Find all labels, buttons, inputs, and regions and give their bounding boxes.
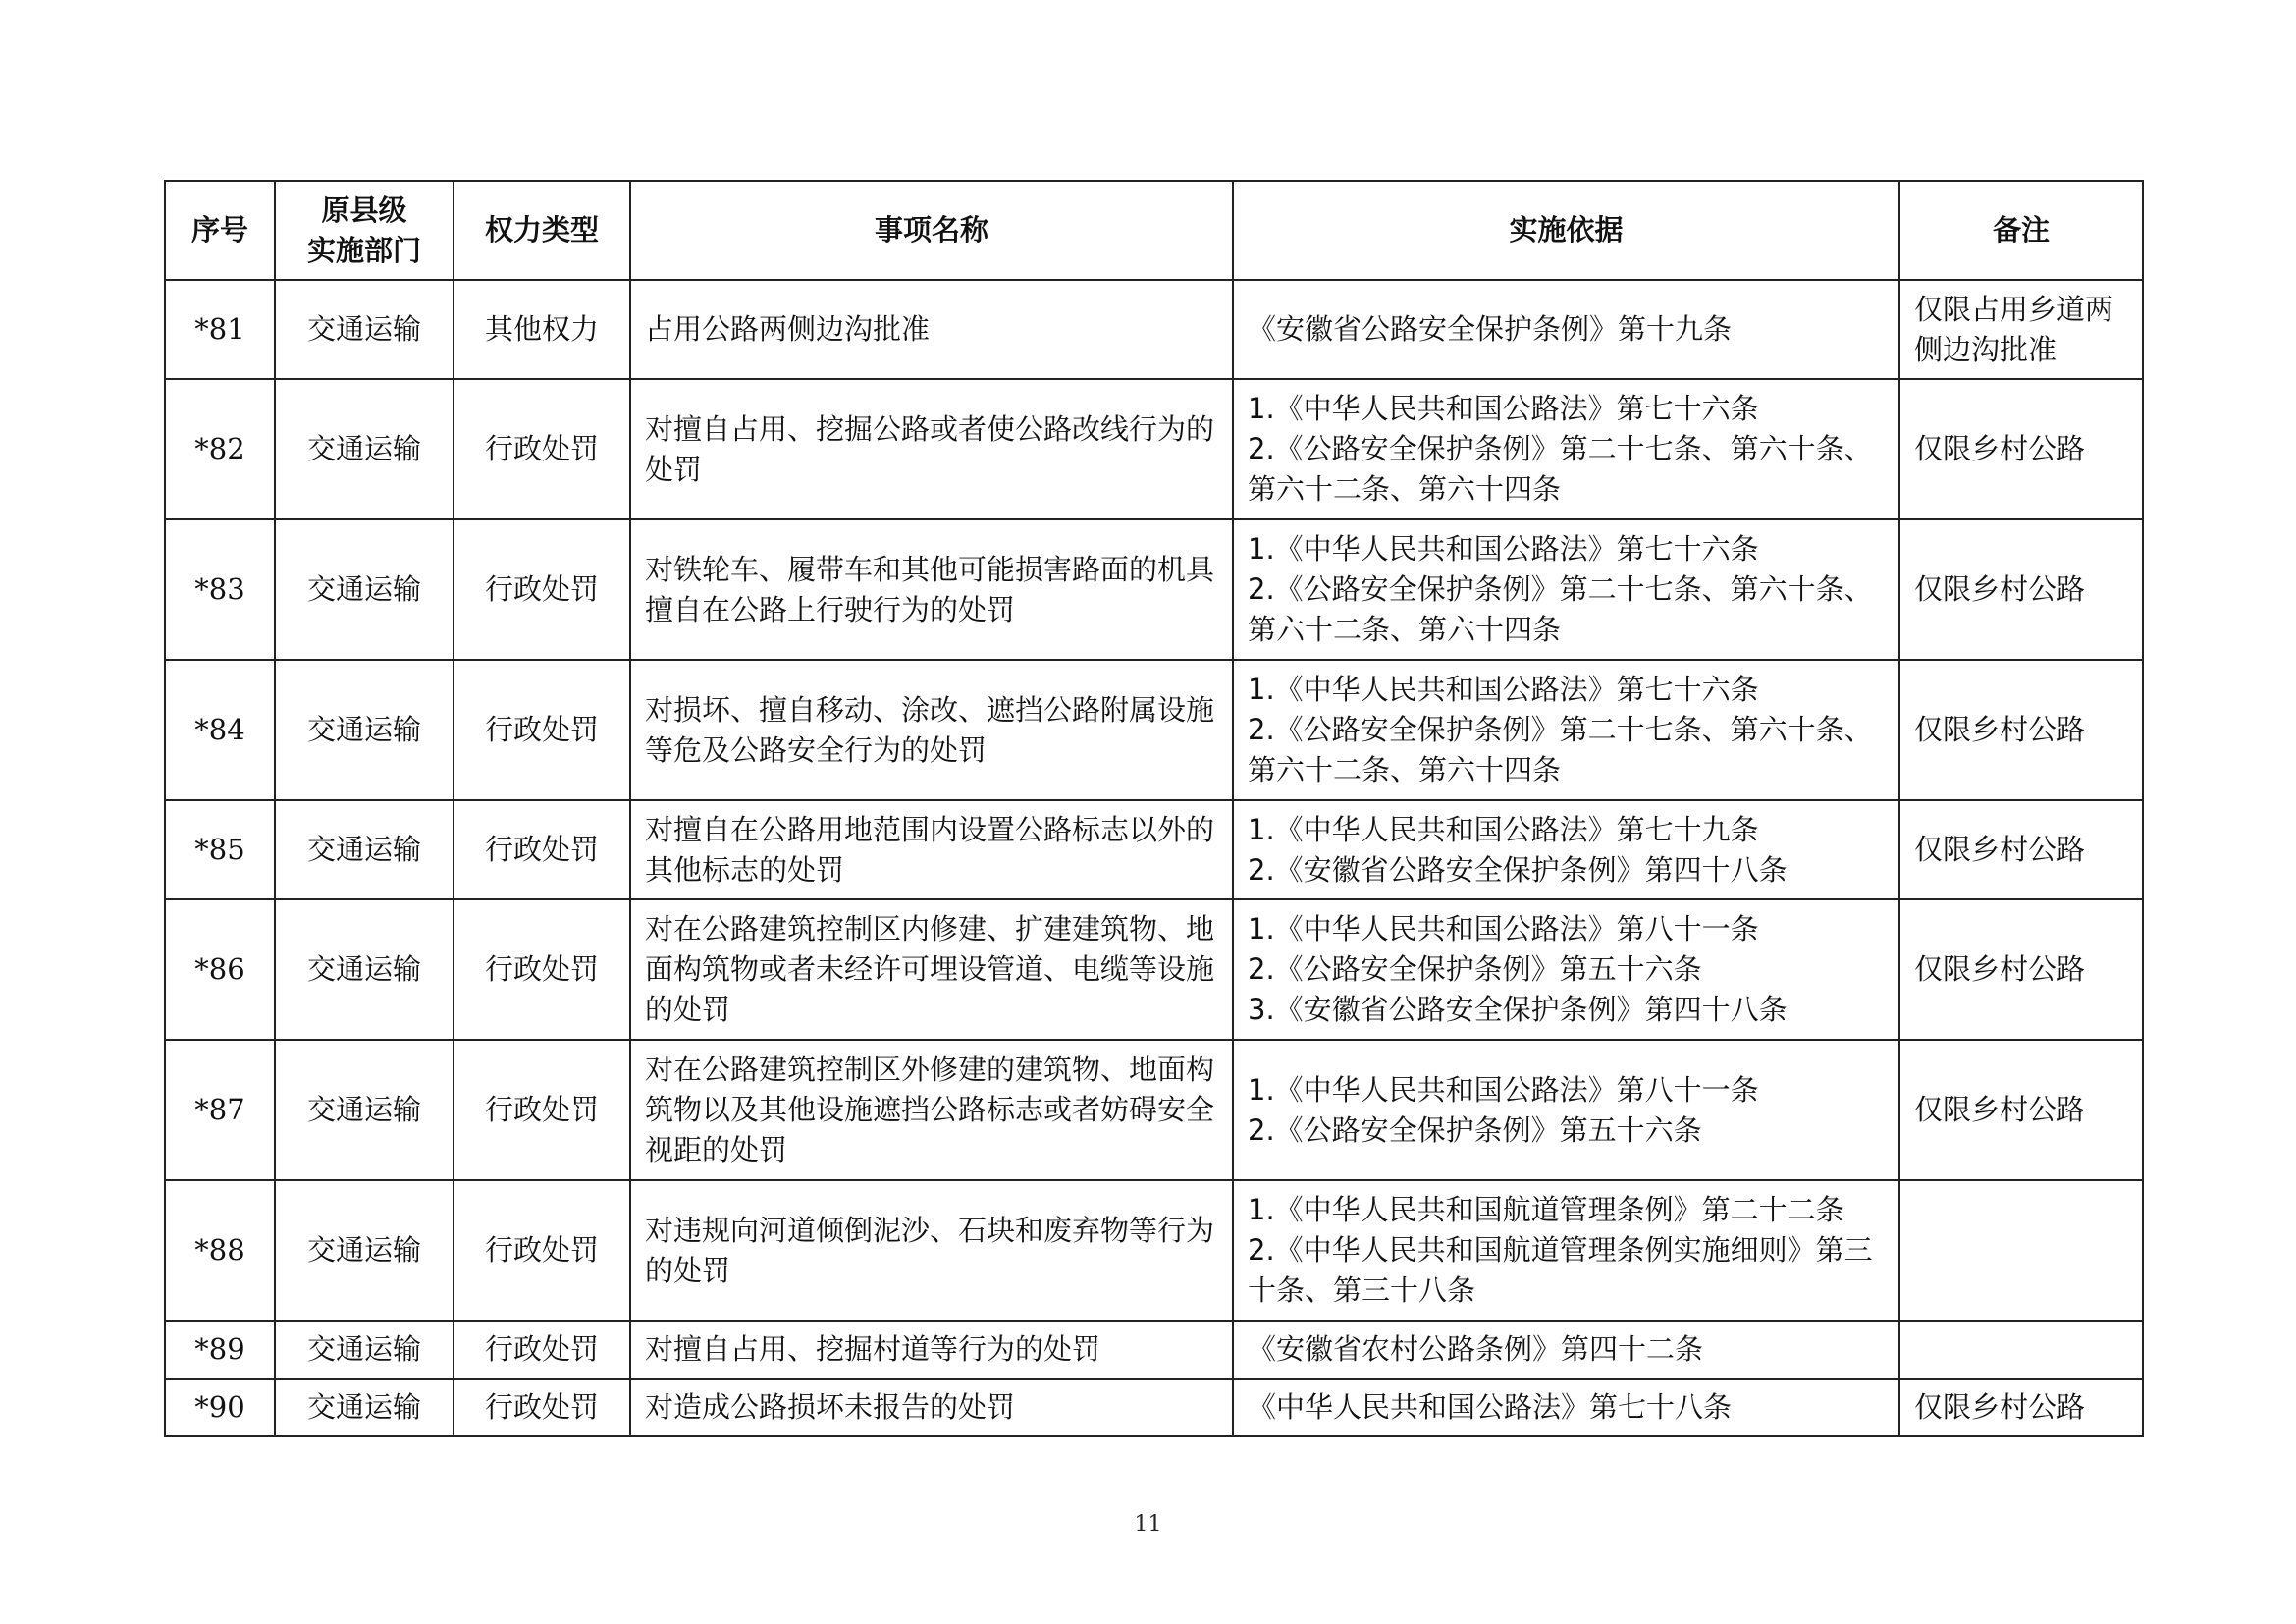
legal-basis-line: 2.《公路安全保护条例》第五十六条 — [1248, 1112, 1702, 1147]
department-cell: 交通运输 — [275, 1379, 454, 1436]
power-type-cell: 行政处罚 — [454, 800, 630, 899]
remarks-cell: 仅限乡村公路 — [1899, 379, 2143, 519]
legal-basis-line: 3.《安徽省公路安全保护条例》第四十八条 — [1248, 993, 1788, 1026]
serial-number-cell: *82 — [165, 379, 275, 519]
remarks-cell: 仅限乡村公路 — [1899, 800, 2143, 899]
serial-number-cell: *85 — [165, 800, 275, 899]
department-cell: 交通运输 — [275, 379, 454, 519]
legal-basis-cell — [1233, 1321, 1899, 1379]
remarks-cell: 仅限乡村公路 — [1899, 1040, 2143, 1180]
power-type-cell: 行政处罚 — [454, 519, 630, 660]
remarks-cell: 仅限占用乡道两侧边沟批准 — [1899, 280, 2143, 379]
legal-basis-line: 1.《中华人民共和国公路法》第七十六条 — [1248, 673, 1759, 706]
legal-basis-line: 1.《中华人民共和国公路法》第八十一条 — [1248, 912, 1759, 946]
department-cell: 交通运输 — [275, 899, 454, 1040]
legal-basis-line: 2.《公路安全保护条例》第二十七条、第六十条、第六十二条、第六十四条 — [1248, 572, 1873, 646]
table-row — [165, 379, 2143, 519]
table-row — [165, 899, 2143, 1040]
header-department — [275, 181, 454, 280]
table-row — [165, 280, 2143, 379]
remarks-cell — [1899, 1321, 2143, 1379]
table-row — [165, 1379, 2143, 1436]
department-cell: 交通运输 — [275, 1321, 454, 1379]
header-power-type: 权力类型 — [454, 181, 630, 280]
legal-basis-cell — [1233, 519, 1899, 660]
item-name-cell: 对擅自占用、挖掘公路或者使公路改线行为的处罚 — [630, 379, 1233, 519]
power-type-cell: 行政处罚 — [454, 1321, 630, 1379]
table-body — [165, 280, 2143, 1436]
legal-basis-line: 2.《公路安全保护条例》第二十七条、第六十条、第六十二条、第六十四条 — [1248, 713, 1873, 786]
serial-number-cell: *88 — [165, 1180, 275, 1321]
power-type-cell: 行政处罚 — [454, 379, 630, 519]
remarks-cell: 仅限乡村公路 — [1899, 519, 2143, 660]
legal-basis-cell — [1233, 379, 1899, 519]
item-name-cell: 对违规向河道倾倒泥沙、石块和废弃物等行为的处罚 — [630, 1180, 1233, 1321]
serial-number-cell: *84 — [165, 660, 275, 800]
legal-basis-line: 2.《公路安全保护条例》第五十六条 — [1248, 952, 1702, 986]
table-row — [165, 1321, 2143, 1379]
header-legal-basis: 实施依据 — [1233, 181, 1899, 280]
legal-basis-line: 1.《中华人民共和国公路法》第七十六条 — [1248, 392, 1759, 425]
table-row — [165, 519, 2143, 660]
department-cell: 交通运输 — [275, 660, 454, 800]
legal-basis-line: 1.《中华人民共和国航道管理条例》第二十二条 — [1248, 1193, 1844, 1226]
legal-basis-cell — [1233, 280, 1899, 379]
legal-basis-cell — [1233, 800, 1899, 899]
header-department-line1: 原县级 — [321, 192, 407, 227]
serial-number-cell: *90 — [165, 1379, 275, 1436]
legal-basis-line: 《安徽省公路安全保护条例》第十九条 — [1248, 312, 1733, 346]
legal-basis-line: 《安徽省农村公路条例》第四十二条 — [1248, 1332, 1704, 1366]
legal-basis-line: 2.《中华人民共和国航道管理条例实施细则》第三十条、第三十八条 — [1248, 1233, 1873, 1307]
power-type-cell: 行政处罚 — [454, 1379, 630, 1436]
header-item-name: 事项名称 — [630, 181, 1233, 280]
serial-number-cell: *83 — [165, 519, 275, 660]
table-row — [165, 1180, 2143, 1321]
power-type-cell: 行政处罚 — [454, 899, 630, 1040]
item-name-cell: 对铁轮车、履带车和其他可能损害路面的机具擅自在公路上行驶行为的处罚 — [630, 519, 1233, 660]
power-type-cell: 行政处罚 — [454, 1040, 630, 1180]
power-type-cell: 行政处罚 — [454, 660, 630, 800]
header-department-line2: 实施部门 — [306, 233, 421, 267]
table-row — [165, 1040, 2143, 1180]
header-remarks: 备注 — [1899, 181, 2143, 280]
serial-number-cell: *86 — [165, 899, 275, 1040]
department-cell: 交通运输 — [275, 1040, 454, 1180]
legal-basis-line: 1.《中华人民共和国公路法》第七十九条 — [1248, 812, 1759, 846]
legal-basis-cell — [1233, 1180, 1899, 1321]
remarks-cell — [1899, 1180, 2143, 1321]
item-name-cell: 对损坏、擅自移动、涂改、遮挡公路附属设施等危及公路安全行为的处罚 — [630, 660, 1233, 800]
item-name-cell: 占用公路两侧边沟批准 — [630, 280, 1233, 379]
item-name-cell: 对在公路建筑控制区内修建、扩建建筑物、地面构筑物或者未经许可埋设管道、电缆等设施的处罚 — [630, 899, 1233, 1040]
serial-number-cell: *89 — [165, 1321, 275, 1379]
power-type-cell: 行政处罚 — [454, 1180, 630, 1321]
department-cell: 交通运输 — [275, 800, 454, 899]
legal-basis-line: 《中华人民共和国公路法》第七十八条 — [1248, 1390, 1733, 1424]
header-serial-number: 序号 — [165, 181, 275, 280]
authority-list-table — [164, 180, 2144, 1437]
header-row — [165, 181, 2143, 280]
item-name-cell: 对擅自占用、挖掘村道等行为的处罚 — [630, 1321, 1233, 1379]
department-cell: 交通运输 — [275, 280, 454, 379]
department-cell: 交通运输 — [275, 519, 454, 660]
power-type-cell: 其他权力 — [454, 280, 630, 379]
legal-basis-cell — [1233, 660, 1899, 800]
item-name-cell: 对造成公路损坏未报告的处罚 — [630, 1379, 1233, 1436]
remarks-cell: 仅限乡村公路 — [1899, 899, 2143, 1040]
table-row — [165, 660, 2143, 800]
serial-number-cell: *87 — [165, 1040, 275, 1180]
remarks-cell: 仅限乡村公路 — [1899, 660, 2143, 800]
legal-basis-cell — [1233, 1379, 1899, 1436]
page-number: 11 — [1134, 1512, 1162, 1537]
serial-number-cell: *81 — [165, 280, 275, 379]
legal-basis-line: 1.《中华人民共和国公路法》第八十一条 — [1248, 1072, 1759, 1107]
legal-basis-cell — [1233, 1040, 1899, 1180]
legal-basis-line: 2.《公路安全保护条例》第二十七条、第六十条、第六十二条、第六十四条 — [1248, 432, 1873, 506]
legal-basis-cell — [1233, 899, 1899, 1040]
legal-basis-line: 1.《中华人民共和国公路法》第七十六条 — [1248, 532, 1759, 566]
item-name-cell: 对擅自在公路用地范围内设置公路标志以外的其他标志的处罚 — [630, 800, 1233, 899]
legal-basis-line: 2.《安徽省公路安全保护条例》第四十八条 — [1248, 852, 1788, 887]
table-row — [165, 800, 2143, 899]
remarks-cell: 仅限乡村公路 — [1899, 1379, 2143, 1436]
item-name-cell: 对在公路建筑控制区外修建的建筑物、地面构筑物以及其他设施遮挡公路标志或者妨碍安全视距的处罚 — [630, 1040, 1233, 1180]
department-cell: 交通运输 — [275, 1180, 454, 1321]
